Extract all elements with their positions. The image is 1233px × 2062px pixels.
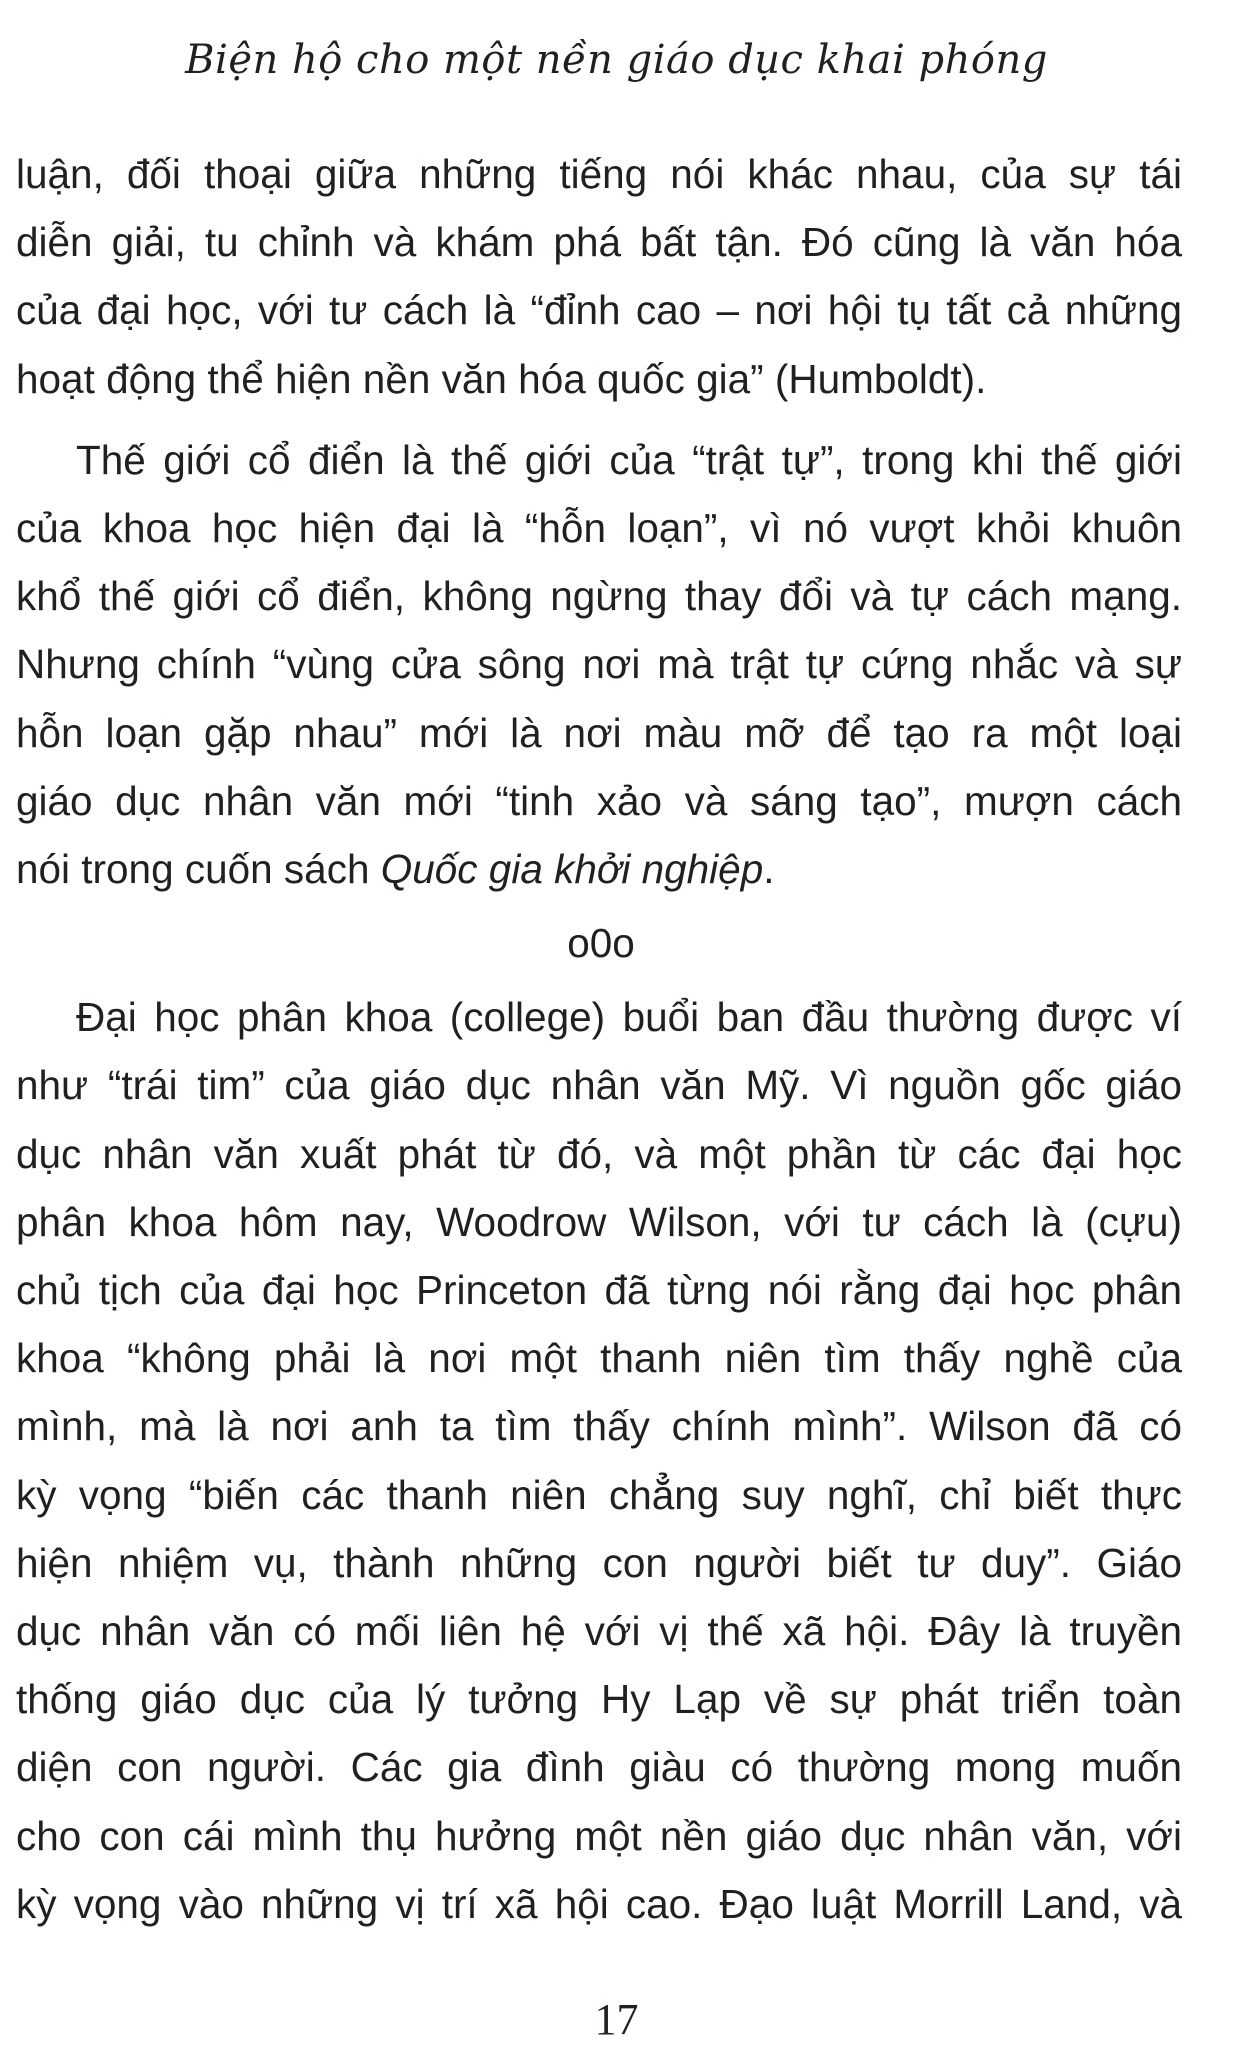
- text-line: Thế giới cổ điển là thế giới của “trật tự”, trong khi thế giới: [76, 436, 1182, 483]
- section-separator: o0o: [567, 920, 635, 967]
- paragraph-1: [16, 140, 1182, 413]
- text-line: hỗn loạn gặp nhau” mới là nơi màu mỡ để tạo ra một loại: [16, 709, 1182, 756]
- text-line: kỳ vọng vào những vị trí xã hội cao. Đạo luật Morrill Land, và: [16, 1880, 1182, 1927]
- text-line: của đại học, với tư cách là “đỉnh cao – nơi hội tụ tất cả những: [16, 287, 1182, 334]
- text-line: như “trái tim” của giáo dục nhân văn Mỹ. Vì nguồn gốc giáo: [16, 1062, 1182, 1109]
- text-line: khổ thế giới cổ điển, không ngừng thay đổi và tự cách mạng.: [16, 573, 1182, 620]
- text-line: dục nhân văn xuất phát từ đó, và một phần từ các đại học: [16, 1130, 1182, 1177]
- text-line: hoạt động thể hiện nền văn hóa quốc gia” (Humboldt).: [16, 355, 987, 402]
- text-line: Đại học phân khoa (college) buổi ban đầu thường được ví: [76, 994, 1182, 1041]
- text-line: cho con cái mình thụ hưởng một nền giáo dục nhân văn, với: [16, 1812, 1182, 1859]
- page-number: 17: [594, 1995, 639, 2044]
- text-line: luận, đối thoại giữa những tiếng nói khác nhau, của sự tái: [16, 151, 1182, 197]
- text-line: mình, mà là nơi anh ta tìm thấy chính mình”. Wilson đã có: [16, 1403, 1182, 1450]
- paragraph-3: [16, 983, 1182, 1938]
- text-line: Nhưng chính “vùng cửa sông nơi mà trật tự cứng nhắc và sự: [16, 641, 1182, 688]
- body-text: [16, 140, 1182, 1938]
- text-line: diện con người. Các gia đình giàu có thường mong muốn: [16, 1744, 1182, 1791]
- text-line: phân khoa hôm nay, Woodrow Wilson, với tư cách là (cựu): [16, 1198, 1182, 1245]
- book-title: Quốc gia khởi nghiệp: [380, 845, 764, 892]
- text-line: hiện nhiệm vụ, thành những con người biết tư duy”. Giáo: [16, 1539, 1182, 1586]
- text-line: thống giáo dục của lý tưởng Hy Lạp về sự phát triển toàn: [16, 1676, 1182, 1723]
- text-line: [16, 835, 1182, 903]
- text-fragment: .: [763, 845, 775, 892]
- text-line: dục nhân văn có mối liên hệ với vị thế xã hội. Đây là truyền: [16, 1607, 1182, 1654]
- text-line: diễn giải, tu chỉnh và khám phá bất tận. Đó cũng là văn hóa: [16, 219, 1182, 266]
- running-header: Biện hộ cho một nền giáo dục khai phóng: [185, 37, 1048, 83]
- text-line: giáo dục nhân văn mới “tinh xảo và sáng tạo”, mượn cách: [16, 777, 1182, 824]
- text-line: chủ tịch của đại học Princeton đã từng nói rằng đại học phân: [16, 1267, 1182, 1313]
- text-line: của khoa học hiện đại là “hỗn loạn”, vì nó vượt khỏi khuôn: [16, 504, 1182, 551]
- text-line: khoa “không phải là nơi một thanh niên tìm thấy nghề của: [16, 1335, 1182, 1382]
- text-fragment: nói trong cuốn sách: [16, 845, 381, 892]
- paragraph-2: [16, 426, 1182, 903]
- text-line: kỳ vọng “biến các thanh niên chẳng suy nghĩ, chỉ biết thực: [16, 1471, 1182, 1518]
